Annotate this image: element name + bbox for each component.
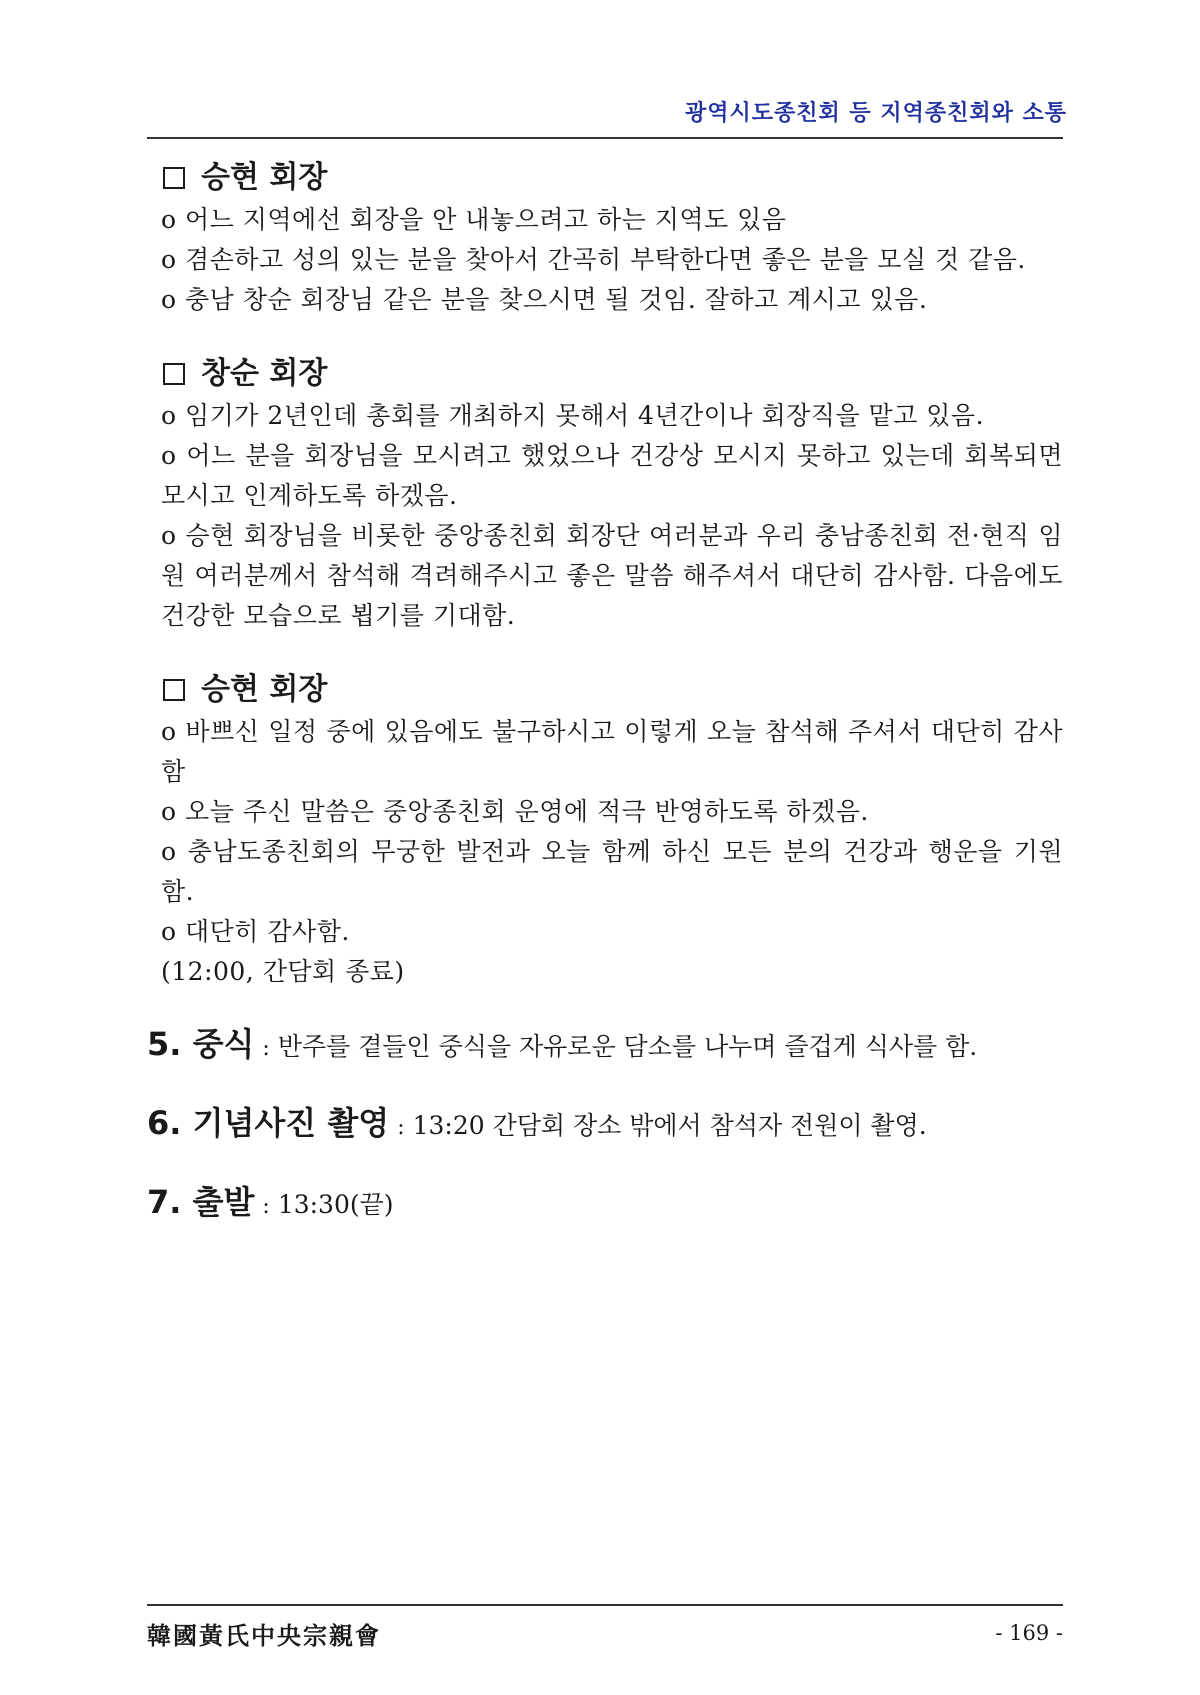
bullet-paragraph: o 승현 회장님을 비롯한 중앙종친회 회장단 여러분과 우리 충남종친회 전·현직 임원 여러분께서 참석해 격려해주시고 좋은 말씀 해주셔서 대단히 감사함. 다음에도 건강한 모습으로 뵙기를 기대함.	[161, 521, 1063, 630]
item-text: 반주를 곁들인 중식을 자유로운 담소를 나누며 즐겁게 식사를 함.	[277, 1032, 978, 1061]
item-label: 6. 기념사진 촬영	[147, 1104, 390, 1142]
closing-note: (12:00, 간담회 종료)	[161, 957, 405, 986]
item-text: 13:20 간담회 장소 밖에서 참석자 전원이 촬영.	[412, 1111, 927, 1140]
section-heading: 승현 회장	[147, 158, 1063, 198]
item-label: 5. 중식	[147, 1025, 255, 1063]
section-1	[147, 158, 1063, 320]
bullet-paragraph: o 어느 분을 회장님을 모시려고 했었으나 건강상 모시지 못하고 있는데 회복되면 모시고 인계하도록 하겠음.	[161, 441, 1063, 510]
item-text: 13:30(끝)	[277, 1190, 394, 1219]
numbered-item-departure	[147, 1180, 1063, 1229]
bullet-paragraph: o 임기가 2년인데 총회를 개최하지 못해서 4년간이나 회장직을 맡고 있음.	[161, 401, 985, 430]
footer-divider	[147, 1604, 1063, 1606]
header-divider	[147, 137, 1063, 139]
item-separator: :	[262, 1194, 270, 1219]
bullet-paragraph: o 충남도종친회의 무궁한 발전과 오늘 함께 하신 모든 분의 건강과 행운을 기원함.	[161, 837, 1063, 906]
organization-logo-text: 韓國黃氏中央宗親會	[147, 1621, 381, 1650]
numbered-item-lunch	[147, 1022, 1063, 1071]
item-label: 7. 출발	[147, 1183, 255, 1221]
section-heading: 창순 회장	[147, 354, 1063, 394]
item-separator: :	[262, 1036, 270, 1061]
section-heading: 승현 회장	[147, 670, 1063, 710]
checkbox-square-icon	[163, 167, 185, 189]
bullet-paragraph: o 충남 창순 회장님 같은 분을 찾으시면 될 것임. 잘하고 계시고 있음.	[161, 285, 928, 314]
bullet-paragraph: o 바쁘신 일정 중에 있음에도 불구하시고 이렇게 오늘 참석해 주셔서 대단히 감사함	[161, 717, 1063, 786]
checkbox-square-icon	[163, 363, 185, 385]
item-separator: :	[397, 1115, 405, 1140]
page-header-title: 광역시도종친회 등 지역종친회와 소통	[684, 101, 1067, 126]
section-3	[147, 670, 1063, 992]
bullet-paragraph: o 겸손하고 성의 있는 분을 찾아서 간곡히 부탁한다면 좋은 분을 모실 것 같음.	[161, 245, 1026, 274]
numbered-item-photo	[147, 1101, 1063, 1150]
bullet-paragraph: o 오늘 주신 말씀은 중앙종친회 운영에 적극 반영하도록 하겠음.	[161, 797, 869, 826]
checkbox-square-icon	[163, 679, 185, 701]
bullet-paragraph: o 대단히 감사함.	[161, 917, 350, 946]
section-2	[147, 354, 1063, 636]
document-body	[147, 158, 1063, 1229]
bullet-paragraph: o 어느 지역에선 회장을 안 내놓으려고 하는 지역도 있음	[161, 205, 787, 234]
page-number: - 169 -	[995, 1621, 1063, 1645]
